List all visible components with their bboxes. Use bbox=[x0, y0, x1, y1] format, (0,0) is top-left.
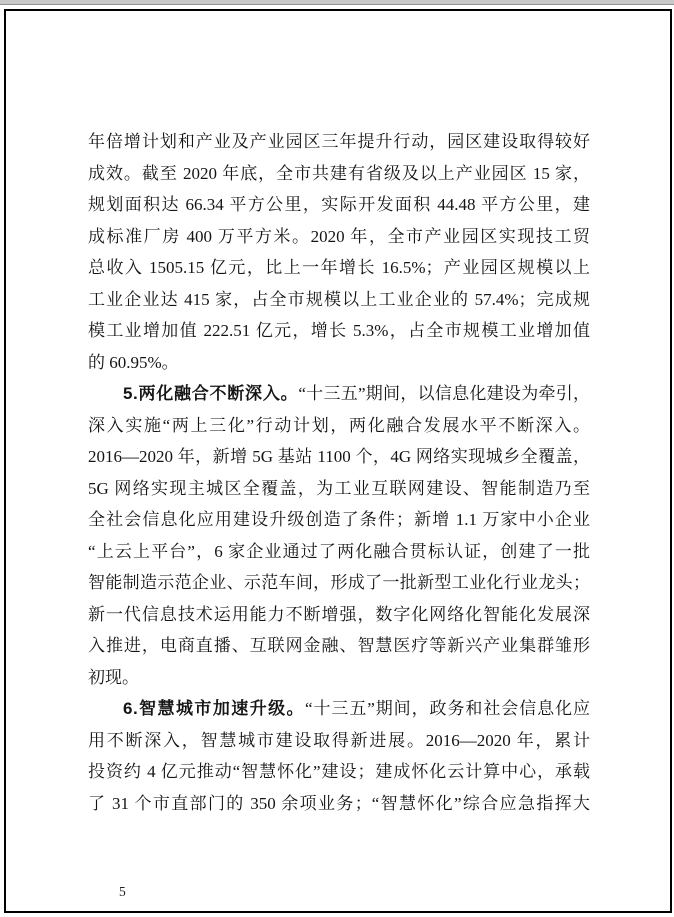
line-text: 规划面积达 66.34 平方公里，实际开发面积 44.48 平方公里，建 bbox=[88, 195, 590, 214]
line-text: 入推进，电商直播、互联网金融、智慧医疗等新兴产业集群雏形 bbox=[88, 636, 590, 655]
line-text: 初现。 bbox=[88, 667, 139, 687]
line-text: 全社会信息化应用建设升级创造了条件；新增 1.1 万家中小企业 bbox=[88, 510, 590, 529]
text-line bbox=[88, 756, 590, 788]
line-text: 2016—2020 年，新增 5G 基站 1100 个，4G 网络实现城乡全覆盖， bbox=[88, 447, 590, 466]
text-line bbox=[88, 189, 590, 221]
text-line bbox=[88, 662, 590, 694]
text-line bbox=[88, 567, 590, 599]
line-text: 总收入 1505.15 亿元，比上一年增长 16.5%；产业园区规模以上 bbox=[88, 258, 590, 277]
text-line bbox=[88, 410, 590, 442]
line-text: 成标准厂房 400 万平方米。2020 年，全市产业园区实现技工贸 bbox=[88, 226, 590, 246]
text-line bbox=[88, 221, 590, 253]
line-text: “十三五”期间，以信息化建设为牵引， bbox=[298, 384, 590, 403]
text-line bbox=[88, 252, 590, 284]
text-line bbox=[88, 725, 590, 757]
text-line bbox=[88, 284, 590, 316]
footer-page-number: 5 bbox=[119, 884, 126, 899]
line-text: 的 60.95%。 bbox=[88, 352, 179, 372]
line-text: “十三五”期间，政务和社会信息化应 bbox=[305, 699, 590, 718]
line-text: 了 31 个市直部门的 350 余项业务；“智慧怀化”综合应急指挥大 bbox=[88, 793, 590, 813]
line-text: 用不断深入，智慧城市建设取得新进展。2016—2020 年，累计 bbox=[88, 730, 590, 750]
line-text: 5G 网络实现主城区全覆盖，为工业互联网建设、智能制造乃至 bbox=[88, 478, 590, 498]
document-body bbox=[88, 126, 590, 819]
text-line bbox=[88, 347, 590, 379]
line-text: 新一代信息技术运用能力不断增强，数字化网络化智能化发展深 bbox=[88, 604, 590, 624]
text-line bbox=[88, 473, 590, 505]
line-text: 工业企业达 415 家，占全市规模以上工业企业的 57.4%；完成规 bbox=[88, 289, 590, 309]
text-line bbox=[88, 788, 590, 820]
line-text: 模工业增加值 222.51 亿元，增长 5.3%，占全市规模工业增加值 bbox=[88, 321, 590, 340]
text-line bbox=[88, 126, 590, 158]
line-text: 成效。截至 2020 年底，全市共建有省级及以上产业园区 15 家， bbox=[88, 163, 590, 183]
paragraph-heading-line bbox=[88, 378, 590, 410]
viewer-top-strip bbox=[0, 0, 674, 5]
text-line bbox=[88, 599, 590, 631]
heading-bold-text: 5.两化融合不断深入。 bbox=[123, 384, 299, 403]
document-page bbox=[4, 9, 672, 913]
text-line bbox=[88, 536, 590, 568]
line-text: 投资约 4 亿元推动“智慧怀化”建设；建成怀化云计算中心，承载 bbox=[88, 762, 590, 781]
text-line bbox=[88, 441, 590, 473]
text-line bbox=[88, 315, 590, 347]
text-line bbox=[88, 630, 590, 662]
line-text: 深入实施“两上三化”行动计划，两化融合发展水平不断深入。 bbox=[88, 415, 590, 435]
text-line bbox=[88, 504, 590, 536]
line-text: 智能制造示范企业、示范车间，形成了一批新型工业化行业龙头； bbox=[88, 573, 590, 592]
text-line bbox=[88, 158, 590, 190]
paragraph-heading-line bbox=[88, 693, 590, 725]
line-text: “上云上平台”，6 家企业通过了两化融合贯标认证，创建了一批 bbox=[88, 541, 590, 561]
line-text: 年倍增计划和产业及产业园区三年提升行动，园区建设取得较好 bbox=[88, 132, 590, 151]
heading-bold-text: 6.智慧城市加速升级。 bbox=[123, 699, 305, 718]
